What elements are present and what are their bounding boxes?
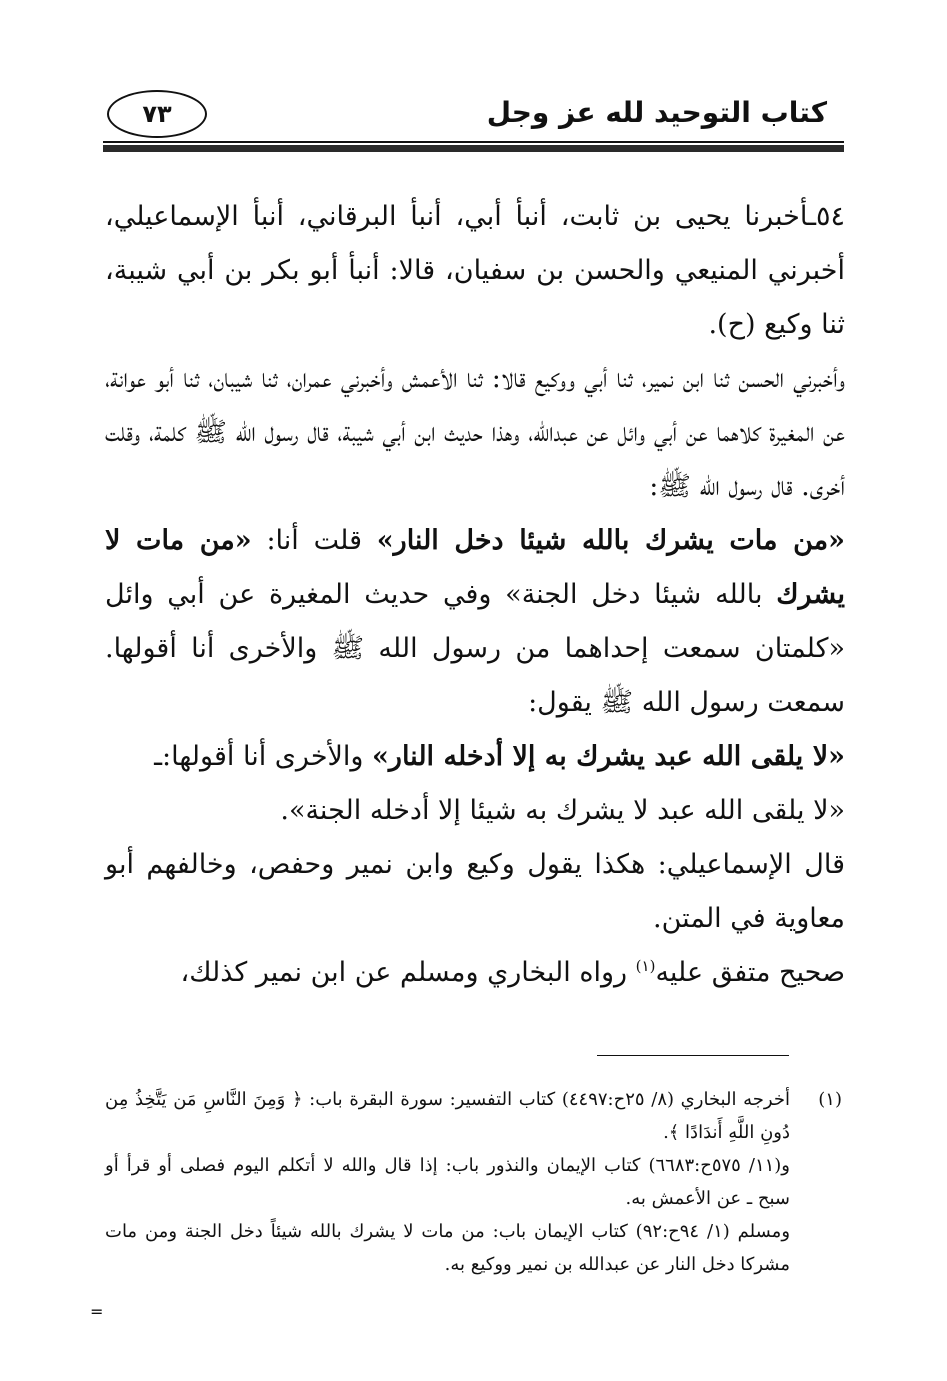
margin-mark: = <box>90 1302 104 1321</box>
hadith-quote-3: «لا يلقى الله عبد يشرك به إلا أدخله النار» <box>372 741 845 772</box>
paragraph-grading <box>105 946 845 1000</box>
header-rule-thick <box>103 145 844 152</box>
footnote-1-line-3: ومسلم (١/ ٩٤ح:٩٢) كتاب الإيمان باب: من مات لا يشرك بالله شيئاً دخل الجنة ومن مات مشركا دخل النار عن عبدالله بن نمير ووكيع به. <box>105 1221 791 1275</box>
hadith-quote-1: «من مات يشرك بالله شيئا دخل النار» <box>376 525 845 556</box>
text-segment: رواه البخاري ومسلم عن ابن نمير كذلك، <box>180 957 636 988</box>
footnote-1-line-2: و(١١/ ٥٧٥ح:٦٦٨٣) كتاب الإيمان والنذور باب: إذا قال والله لا أتكلم اليوم فصلى أو قرأ أو سبح ـ عن الأعمش به. <box>105 1155 790 1209</box>
text-segment: قلت أنا: <box>251 525 377 556</box>
main-text <box>105 190 845 1000</box>
hadith-number: ٥٤ـ <box>808 201 845 232</box>
hadith-quote-2: «من مات لا يشرك <box>105 525 845 610</box>
footnotes <box>105 1083 842 1281</box>
running-header-title: كتاب التوحيد لله عز وجل <box>486 96 827 129</box>
page-number-badge <box>107 90 207 138</box>
paragraph-hadith-1 <box>105 514 845 730</box>
footnote-1-line-1: أخرجه البخاري (٨/ ٢٥ح:٤٤٩٧) كتاب التفسير: سورة البقرة باب: ﴿ وَمِنَ النَّاسِ مَن يَتَّخِذُ مِن دُونِ اللَّهِ أَندَادًا ﴾. <box>105 1089 790 1143</box>
footnote-marker: (١) <box>818 1089 842 1110</box>
paragraph-isnad-2: وأخبرني الحسن ثنا ابن نمير، ثنا أبي ووكيع قالا: ثنا الأعمش وأخبرني عمران، ثنا شيبان، ثنا أبو عوانة، عن المغيرة كلاهما عن أبي وائل عن عبدالله، وهذا حديث ابن أبي شيبة، قال رسول الله ﷺ كلمة، وقلت أخرى. قال رسول الله ﷺ: <box>105 363 845 502</box>
paragraph-hadith-3: «لا يلقى الله عبد لا يشرك به شيئا إلا أدخله الجنة». <box>280 795 845 826</box>
header-rule-thin <box>103 141 844 143</box>
text-segment: والأخرى أنا أقولها:ـ <box>154 741 373 772</box>
footnote-separator <box>597 1055 789 1056</box>
paragraph-hadith-2 <box>105 730 845 784</box>
page-number: ٧٣ <box>142 100 172 128</box>
footnote-1 <box>105 1083 842 1149</box>
paragraph-ismaili-note: قال الإسماعيلي: هكذا يقول وكيع وابن نمير وحفص، وخالفهم أبو معاوية في المتن. <box>105 849 845 934</box>
paragraph-1-text: أخبرنا يحيى بن ثابت، أنبأ أبي، أنبأ البرقاني، أنبأ الإسماعيلي، أخبرني المنيعي والحسن بن سفيان، قالا: أنبأ أبو بكر بن أبي شيبة، ثنا وكيع (ح). <box>105 201 845 340</box>
paragraph-isnad-1 <box>105 190 845 352</box>
text-segment: بالله شيئا دخل الجنة» وفي حديث المغيرة عن أبي وائل «كلمتان سمعت إحداهما من رسول الله ﷺ والأخرى أنا أقولها. سمعت رسول الله ﷺ يقول: <box>105 579 845 718</box>
footnote-ref[interactable]: (١) <box>635 957 656 975</box>
text-segment: صحيح متفق عليه <box>655 957 845 988</box>
